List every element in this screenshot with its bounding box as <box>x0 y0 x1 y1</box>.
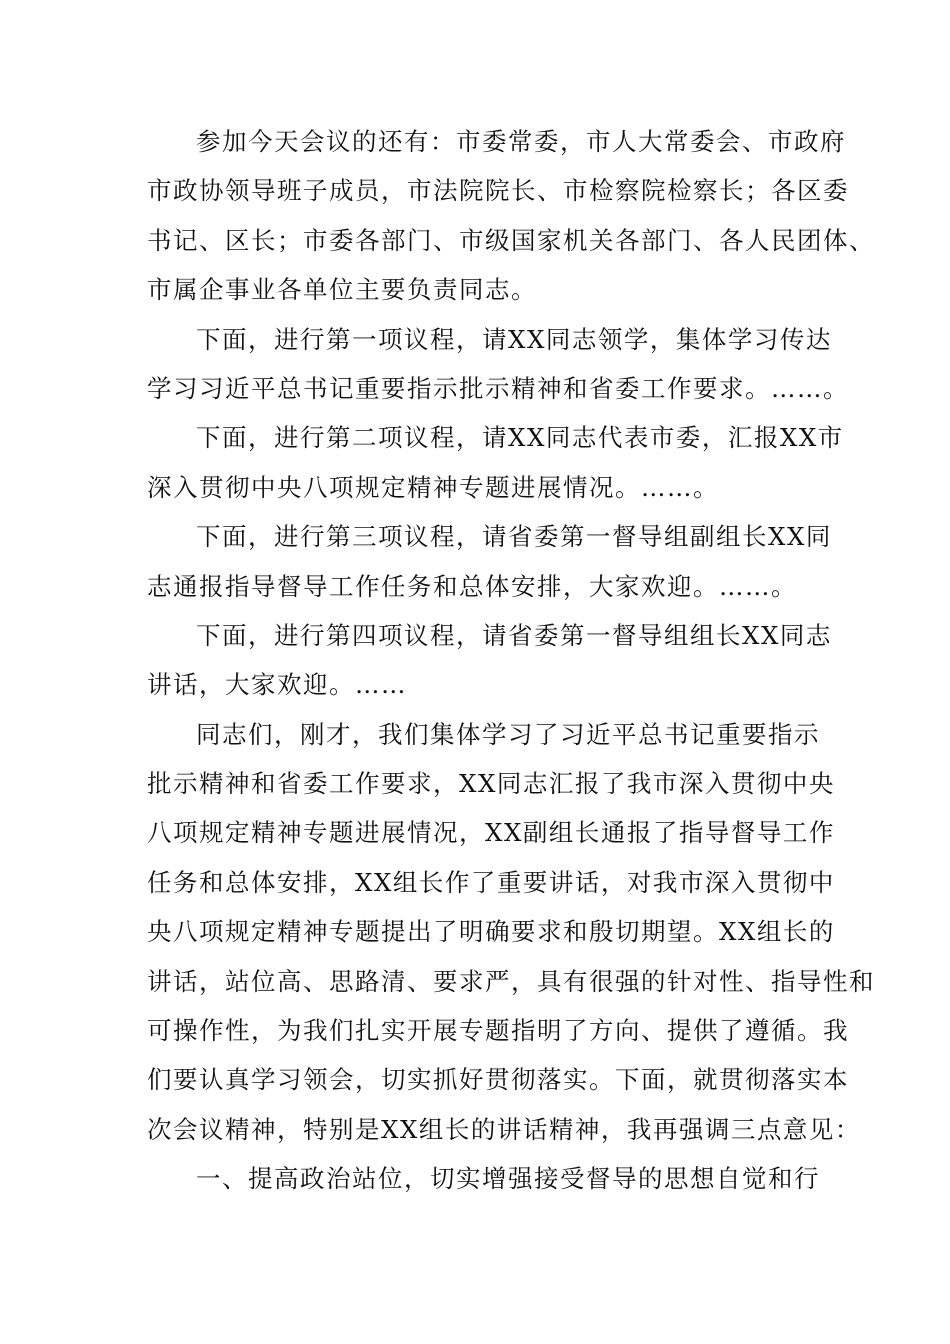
summary-paragraph-line-3: 八项规定精神专题进展情况，XX副组长通报了指导督导工作 <box>147 818 835 848</box>
summary-paragraph-line-5: 央八项规定精神专题提出了明确要求和殷切期望。XX组长的 <box>147 917 835 947</box>
section-heading-1: 一、提高政治站位，切实增强接受督导的思想自觉和行 <box>196 1164 820 1194</box>
document-body <box>147 117 875 1204</box>
agenda-item-3-line-1: 下面，进行第三项议程，请省委第一督导组副组长XX同 <box>196 522 832 552</box>
agenda-item-1-line-2: 学习习近平总书记重要指示批示精神和省委工作要求。……。 <box>147 373 849 403</box>
paragraph-attendees-line-1: 参加今天会议的还有：市委常委，市人大常委会、市政府 <box>196 127 846 156</box>
agenda-item-2-line-2: 深入贯彻中央八项规定精神专题进展情况。……。 <box>147 472 719 502</box>
paragraph-attendees-line-3: 书记、区长；市委各部门、市级国家机关各部门、各人民团体、 <box>147 225 875 255</box>
paragraph-attendees-line-2: 市政协领导班子成员，市法院院长、市检察院检察长；各区委 <box>147 176 849 206</box>
paragraph-attendees-line-4: 市属企事业各单位主要负责同志。 <box>147 275 537 305</box>
summary-paragraph-line-6: 讲话，站位高、思路清、要求严，具有很强的针对性、指导性和 <box>147 966 875 996</box>
summary-paragraph-line-2: 批示精神和省委工作要求，XX同志汇报了我市深入贯彻中央 <box>147 769 835 799</box>
summary-paragraph-line-8: 们要认真学习领会，切实抓好贯彻落实。下面，就贯彻落实本 <box>147 1065 849 1095</box>
summary-paragraph-line-1: 同志们，刚才，我们集体学习了习近平总书记重要指示 <box>196 719 820 749</box>
agenda-item-1-line-1: 下面，进行第一项议程，请XX同志领学，集体学习传达 <box>196 324 832 354</box>
summary-paragraph-line-4: 任务和总体安排，XX组长作了重要讲话，对我市深入贯彻中 <box>147 867 835 897</box>
agenda-item-4-line-1: 下面，进行第四项议程，请省委第一督导组组长XX同志 <box>196 620 832 650</box>
summary-paragraph-line-7: 可操作性，为我们扎实开展专题指明了方向、提供了遵循。我 <box>147 1016 849 1046</box>
summary-paragraph-line-9: 次会议精神，特别是XX组长的讲话精神，我再强调三点意见： <box>147 1114 861 1144</box>
agenda-item-4-line-2: 讲话，大家欢迎。…… <box>147 670 407 700</box>
agenda-item-3-line-2: 志通报指导督导工作任务和总体安排，大家欢迎。……。 <box>147 571 797 601</box>
agenda-item-2-line-1: 下面，进行第二项议程，请XX同志代表市委，汇报XX市 <box>196 423 844 453</box>
